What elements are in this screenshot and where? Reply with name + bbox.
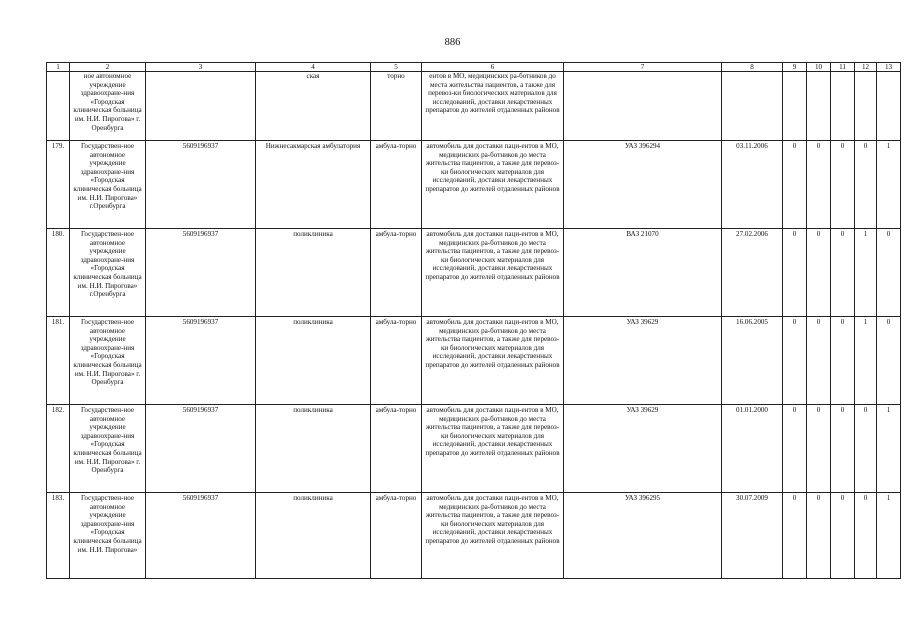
header-cell: 12: [855, 63, 877, 72]
date-cell: 01.01.2000: [722, 405, 783, 493]
organization-cell: Государствен-ное автономное учреждение здравоохране-ния «Городская клиническая больница им. Н.И. Пирогова»: [70, 493, 146, 579]
row-number-cell: [47, 72, 70, 141]
purpose-cell: автомобиль для доставки паци-ентов в МО, медицинских ра-ботников до места жительства пациентов, а также для перевоз-ки биологических материалов для исследований, доставки лекарственных препаратов до жителей отдаленных районов: [422, 229, 564, 317]
header-cell: 9: [783, 63, 807, 72]
model-cell: [564, 72, 722, 141]
count-cell: 0: [831, 493, 855, 579]
purpose-cell: автомобиль для доставки паци-ентов в МО, медицинских ра-ботников до места жительства пациентов, а также для перевоз-ки биологических материалов для исследований, доставки лекарственных препаратов до жителей отдаленных районов: [422, 493, 564, 579]
header-cell: 7: [564, 63, 722, 72]
inn-cell: 5609196937: [146, 229, 256, 317]
purpose-cell: автомобиль для доставки паци-ентов в МО, медицинских ра-ботников до места жительства пациентов, а также для перевоз-ки биологических материалов для исследований, доставки лекарственных препаратов до жителей отдаленных районов: [422, 405, 564, 493]
row-number-cell: 183.: [47, 493, 70, 579]
count-cell: 0: [831, 229, 855, 317]
model-cell: УАЗ 396294: [564, 141, 722, 229]
inn-cell: 5609196937: [146, 405, 256, 493]
inn-cell: 5609196937: [146, 141, 256, 229]
count-cell: 0: [783, 405, 807, 493]
count-cell: 0: [807, 405, 831, 493]
count-cell: 0: [807, 141, 831, 229]
organization-cell: Государствен-ное автономное учреждение здравоохране-ния «Городская клиническая больница им. Н.И. Пирогова» г.Оренбурга: [70, 229, 146, 317]
count-cell: 1: [877, 493, 901, 579]
organization-cell: ное автономное учреждение здравоохране-ния «Городская клиническая больница им. Н.И. Пирогова» г. Оренбурга: [70, 72, 146, 141]
page-number: 886: [444, 37, 461, 48]
date-cell: 27.02.2006: [722, 229, 783, 317]
unit-cell: Нижнесакмарская амбулатория: [256, 141, 371, 229]
count-cell: 0: [855, 493, 877, 579]
unit-cell: поликлиника: [256, 229, 371, 317]
organization-cell: Государствен-ное автономное учреждение здравоохране-ния «Городская клиническая больница им. Н.И. Пирогова» г. Оренбурга: [70, 405, 146, 493]
inn-cell: 5609196937: [146, 493, 256, 579]
count-cell: 0: [783, 229, 807, 317]
service-type-cell: торно: [371, 72, 422, 141]
continuation-row: [47, 72, 901, 141]
count-cell: 1: [855, 229, 877, 317]
date-cell: 16.06.2005: [722, 317, 783, 405]
count-cell: 0: [855, 405, 877, 493]
count-cell: 0: [783, 141, 807, 229]
vehicle-register-table: [46, 62, 901, 579]
service-type-cell: амбула-торно: [371, 405, 422, 493]
header-cell: 10: [807, 63, 831, 72]
count-cell: 0: [831, 141, 855, 229]
header-cell: 6: [422, 63, 564, 72]
count-cell: 0: [807, 229, 831, 317]
purpose-cell: автомобиль для доставки паци-ентов в МО, медицинских ра-ботников до места жительства пациентов, а также для перевоз-ки биологических материалов для исследований, доставки лекарственных препаратов до жителей отдаленных районов: [422, 141, 564, 229]
purpose-cell: автомобиль для доставки паци-ентов в МО, медицинских ра-ботников до места жительства пациентов, а также для перевоз-ки биологических материалов для исследований, доставки лекарственных препаратов до жителей отдаленных районов: [422, 317, 564, 405]
model-cell: УАЗ 39629: [564, 405, 722, 493]
count-cell: 1: [855, 317, 877, 405]
count-cell: [855, 72, 877, 141]
count-cell: 0: [783, 493, 807, 579]
header-cell: 13: [877, 63, 901, 72]
count-cell: [877, 72, 901, 141]
header-cell: 11: [831, 63, 855, 72]
header-cell: 5: [371, 63, 422, 72]
organization-cell: Государствен-ное автономное учреждение здравоохране-ния «Городская клиническая больница им. Н.И. Пирогова» г. Оренбурга: [70, 317, 146, 405]
table-row: [47, 141, 901, 229]
date-cell: 03.11.2006: [722, 141, 783, 229]
unit-cell: поликлиника: [256, 493, 371, 579]
count-cell: [783, 72, 807, 141]
count-cell: 0: [877, 317, 901, 405]
header-cell: 3: [146, 63, 256, 72]
table-row: [47, 405, 901, 493]
count-cell: 0: [831, 317, 855, 405]
inn-cell: 5609196937: [146, 317, 256, 405]
unit-cell: поликлиника: [256, 405, 371, 493]
count-cell: 0: [807, 317, 831, 405]
model-cell: УАЗ 396295: [564, 493, 722, 579]
inn-cell: [146, 72, 256, 141]
table-row: [47, 229, 901, 317]
table-row: [47, 493, 901, 579]
count-cell: 0: [855, 141, 877, 229]
service-type-cell: амбула-торно: [371, 317, 422, 405]
service-type-cell: амбула-торно: [371, 229, 422, 317]
service-type-cell: амбула-торно: [371, 493, 422, 579]
service-type-cell: амбула-торно: [371, 141, 422, 229]
row-number-cell: 180.: [47, 229, 70, 317]
date-cell: [722, 72, 783, 141]
header-cell: 2: [70, 63, 146, 72]
count-cell: [807, 72, 831, 141]
table-row: [47, 317, 901, 405]
organization-cell: Государствен-ное автономное учреждение здравоохране-ния «Городская клиническая больница им. Н.И. Пирогова» г.Оренбурга: [70, 141, 146, 229]
count-cell: 1: [877, 141, 901, 229]
row-number-cell: 181.: [47, 317, 70, 405]
date-cell: 30.07.2009: [722, 493, 783, 579]
count-cell: 0: [877, 229, 901, 317]
header-cell: 4: [256, 63, 371, 72]
header-cell: 8: [722, 63, 783, 72]
purpose-cell: ентов в МО, медицинских ра-ботников до места жительства пациентов, а также для перевоз-ки биологических материалов для исследований, доставки лекарственных препаратов до жителей отдаленных районов: [422, 72, 564, 141]
row-number-cell: 179.: [47, 141, 70, 229]
count-cell: [831, 72, 855, 141]
count-cell: 0: [831, 405, 855, 493]
model-cell: ВАЗ 21070: [564, 229, 722, 317]
header-cell: 1: [47, 63, 70, 72]
row-number-cell: 182.: [47, 405, 70, 493]
column-number-header: [47, 63, 901, 72]
unit-cell: поликлиника: [256, 317, 371, 405]
count-cell: 1: [877, 405, 901, 493]
count-cell: 0: [807, 493, 831, 579]
model-cell: УАЗ 39629: [564, 317, 722, 405]
count-cell: 0: [783, 317, 807, 405]
unit-cell: ская: [256, 72, 371, 141]
